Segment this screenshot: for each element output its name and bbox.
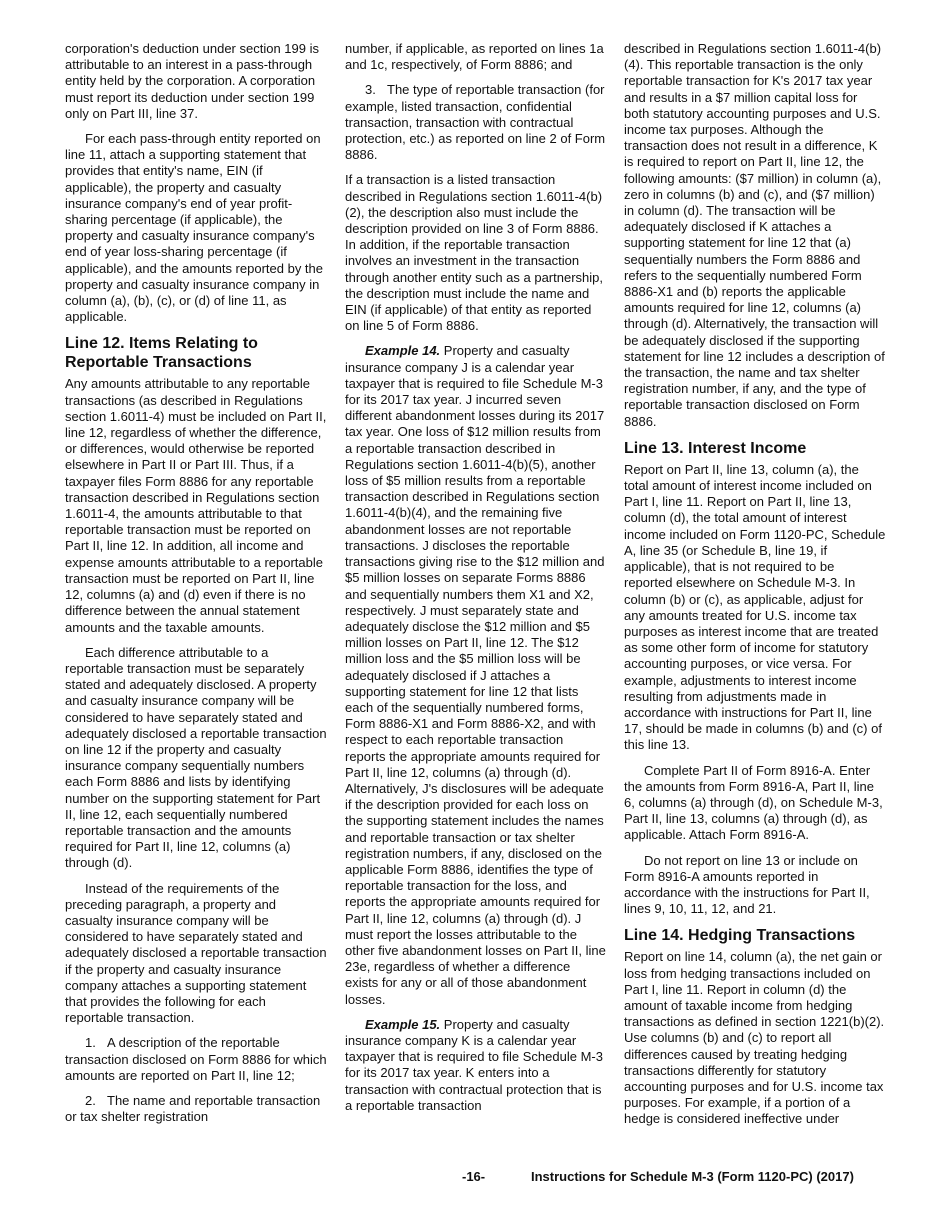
paragraph: corporation's deduction under section 199 is attributable to an interest in a pass-through entity held by the corporation. A corporation must report its deduction under section 199 only on Part III, line 37. [65, 41, 319, 121]
paragraph: Report on Part II, line 13, column (a), the total amount of interest income included on Part I, line 11. Report on Part II, line 13, column (d), the total amount of interest income included on Form 1120-PC, Schedule A, line 35 (or Schedule B, line 19, if applicable), that is not required to be reported elsewhere on Schedule M-3. In column (b) or (c), as applicable, adjust for any amounts treated for U.S. income tax purposes as interest income that are treated as some other form of income for statutory accounting purposes, or vice versa. For example, adjustments to interest income resulting from adjustments made in accordance with instructions for Part II, line 17, should be made in columns (b) and (c) of this line 13. [624, 461, 886, 753]
paragraph: Instead of the requirements of the preceding paragraph, a property and casualty insurance company will be considered to have separately stated and adequately disclosed a reportable transaction if the property and casualty insurance company attaches a supporting statement that provides the following for each reportable transaction. [65, 880, 327, 1026]
list-number: 3. [365, 82, 376, 98]
example-text: Property and casualty insurance company J is a calendar year taxpayer that is required to file Schedule M-3 for its 2017 tax year. J incurred seven different abandonment losses during its 2017 tax year. One loss of $12 million results from a reportable transaction described in Regulations section 1.6011-4(b)(5), another loss of $5 million results from a reportable transaction described in Regulations section 1.6011-4(b)(4), and the remaining five abandonment losses are not reportable transactions. J discloses the reportable transactions giving rise to the $12 million and $5 million losses on separate Forms 8886 and sequentially numbers them X1 and X2, respectively. J must separately state and adequately disclose the $12 million and $5 million losses on Part II, line 12. The $12 million loss and the $5 million loss will be adequately disclosed if J attaches a supporting statement for line 12 that lists each of the sequentially numbered forms, Form 8886-X1 and Form 8886-X2, and with respect to each reportable transaction reports the appropriate amounts required for Part II, line 12, columns (a) through (d). Alternatively, J's disclosures will be adequate if the description provided for each loss on the supporting statement includes the names and reportable transaction or tax shelter registration numbers, if any, disclosed on the applicable Form 8886, identifies the type of reportable transaction for the loss, and reports the appropriate amounts required for Part II, line 12, columns (a) through (d). J must report the losses attributable to the other five abandonment losses on Part II, line 23e, regardless of whether a difference exists for any or all of those abandonment losses. [345, 343, 606, 1007]
list-item-text: The type of reportable transaction (for example, listed transaction, confidential transaction, transaction with contractual protection, etc.) as reported on line 2 of Form 8886. [345, 82, 606, 163]
list-item [65, 1093, 327, 1125]
column-middle [345, 41, 607, 1123]
list-item-text: A description of the reportable transaction disclosed on Form 8886 for which amounts are reported on Part II, line 12; [65, 1035, 327, 1083]
paragraph: For each pass-through entity reported on line 11, attach a supporting statement that provides that entity's name, EIN (if applicable), the property and casualty insurance company's end of year profit-sharing percentage (if applicable), the property and casualty insurance company's end of year loss-sharing percentage (if applicable), and the amounts reported by the property and casualty insurance company in column (a), (b), (c), or (d) of line 11, as applicable. [65, 131, 324, 325]
example-15 [345, 1017, 607, 1114]
list-number: 2. [85, 1092, 96, 1108]
footer-title: Instructions for Schedule M-3 (Form 1120-PC) (2017) [531, 1169, 854, 1184]
paragraph: number, if applicable, as reported on lines 1a and 1c, respectively, of Form 8886; and [345, 41, 604, 73]
paragraph: Report on line 14, column (a), the net gain or loss from hedging transactions included on Part I, line 11. Report in column (d) the amount of taxable income from hedging transactions as defined in section 1221(b)(2). Use columns (b) and (c) to report all differences caused by treating hedging transactions differently for statutory accounting purposes and for U.S. income tax purposes. For example, if a portion of a hedge is considered ineffective under [624, 949, 885, 1127]
heading-line-13: Line 13. Interest Income [624, 439, 807, 457]
list-item [345, 82, 607, 163]
list-number: 1. [85, 1035, 96, 1051]
column-left [65, 41, 327, 1134]
example-text: Property and casualty insurance company K is a calendar year taxpayer that is required to file Schedule M-3 for its 2017 tax year. K enters into a transaction with contractual protection that is a reportable transaction [345, 1016, 603, 1113]
example-14 [345, 343, 607, 1007]
paragraph: Each difference attributable to a reportable transaction must be separately stated and adequately disclosed. A property and casualty insurance company will be considered to have separately stated and adequately disclosed a reportable transaction on line 12 if the property and casualty insurance company sequentially numbers each Form 8886 and lists by identifying number on the supporting statement for Part II, line 12, each sequentially numbered reportable transaction and the amounts required for Part II, line 12, columns (a) through (d). [65, 644, 327, 871]
column-right [624, 41, 886, 1137]
page-number: -16- [462, 1169, 486, 1184]
paragraph: Any amounts attributable to any reportable transactions (as described in Regulations section 1.6011-4) must be included on Part II, line 12, regardless of whether the difference, or differences, would otherwise be reported elsewhere in Part II or Part III. Thus, if a taxpayer files Form 8886 for any reportable transaction described in Regulations section 1.6011-4, the amounts attributable to that reportable transaction must be reported on Part II, line 12. In addition, all income and expense amounts attributable to a reportable transaction must be reported on Part II, line 12, columns (a) and (d) even if there is no difference between the annual statement amounts and the taxable amounts. [65, 376, 327, 635]
heading-line-12: Line 12. Items Relating to Reportable Transactions [65, 335, 258, 372]
paragraph: Do not report on line 13 or include on Form 8916-A amounts reported in accordance with the instructions for Part II, lines 9, 10, 11, 12, and 21. [624, 852, 870, 917]
paragraph: If a transaction is a listed transaction described in Regulations section 1.6011-4(b)(2), the description also must include the description provided on line 3 of Form 8886. In addition, if the reportable transaction involves an investment in the transaction through another entity such as a partnership, the description must include the name and EIN (if applicable) of that entity as reported on line 5 of Form 8886. [345, 172, 603, 334]
paragraph: Complete Part II of Form 8916-A. Enter the amounts from Form 8916-A, Part II, line 6, columns (a) through (d), on Schedule M-3, Part II, line 13, columns (a) through (d), as applicable. Attach Form 8916-A. [624, 762, 883, 843]
example-label: Example 14. [365, 343, 441, 359]
list-item-text: The name and reportable transaction or tax shelter registration [65, 1092, 321, 1125]
paragraph: described in Regulations section 1.6011-4(b)(4). This reportable transaction is the only reportable transaction for K's 2017 tax year and results in a $7 million capital loss for both statutory accounting purposes and U.S. income tax purposes. Although the transaction does not result in a difference, K is required to report on Part II, line 12, the following amounts: ($7 million) in column (a), zero in columns (b) and (c), and ($7 million) in column (d). The transaction will be adequately disclosed if K attaches a supporting statement for line 12 that (a) sequentially numbers the Form 8886 and refers to the sequentially numbered Form 8886-X1 and (b) reports the applicable amounts required for line 12, columns (a) through (d). Alternatively, the transaction will be adequately disclosed if the supporting statement for line 12 includes a description of the transaction, the name and tax shelter registration number, if any, and the type of reportable transaction disclosed on Form 8886. [624, 41, 885, 429]
example-label: Example 15. [365, 1016, 441, 1032]
list-item [65, 1035, 327, 1084]
heading-line-14: Line 14. Hedging Transactions [624, 927, 856, 945]
